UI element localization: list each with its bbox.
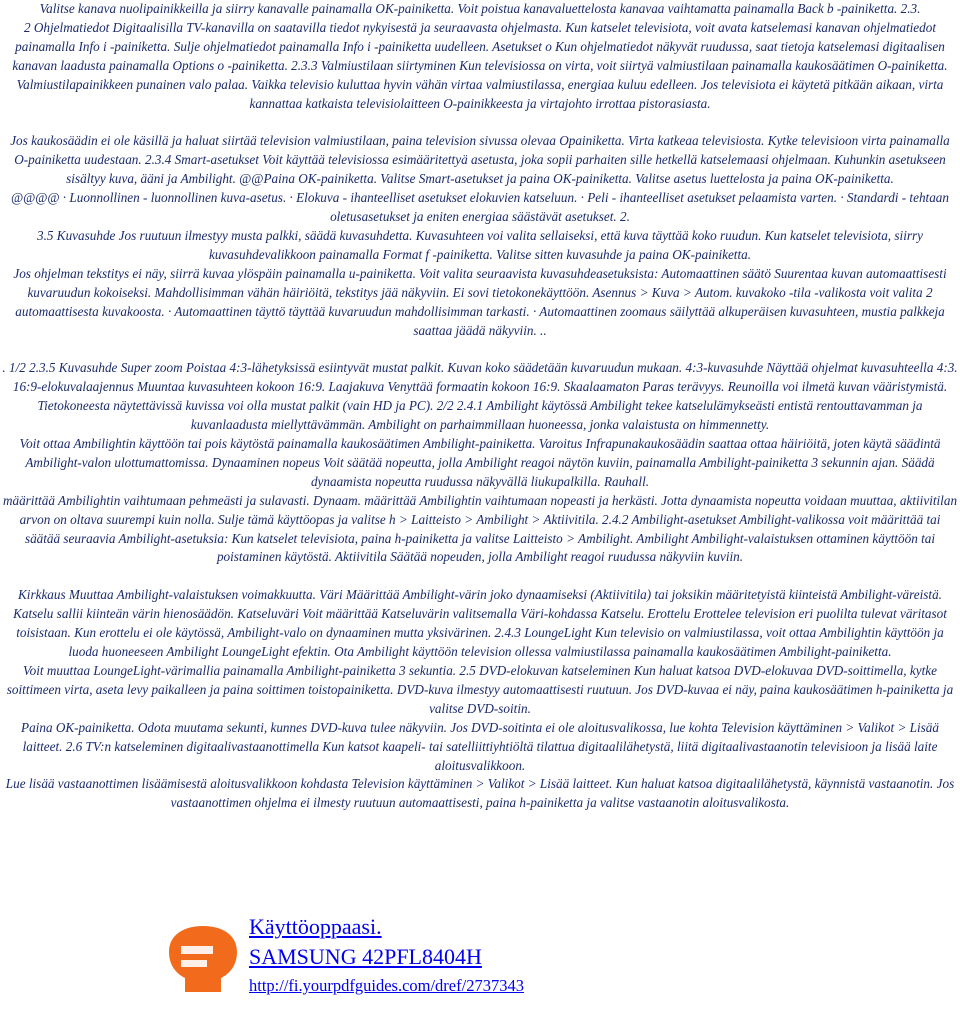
- paragraph: Lue lisää vastaanottimen lisäämisestä aloitusvalikkoon kohdasta Television käyttäminen > Valikot > Lisää laitteet. Kun haluat katsoa digitaalilähetystä, käynnistä vastaanotin. Jos vastaanottimen ohjelma ei ilmesty ruutuun automaattisesti, paina h-painiketta ja valitse vastaanotin aloitusvalikosta.: [5, 776, 955, 811]
- url-link[interactable]: http://fi.yourpdfguides.com/dref/2737343: [249, 976, 524, 995]
- footer-link-list: [249, 912, 524, 999]
- paragraph: . 1/2 2.3.5 Kuvasuhde Super zoom Poistaa 4:3-lähetyksissä esiintyvät mustat palkit. Kuvan koko säädetään kuvaruudun mukaan. 4:3-kuvasuhde Näyttää ohjelmat kuvasuhteella 4:3. 16:9-elokuvalaajennus Muuntaa kuvasuhteen kokoon 16:9. Laajakuva Venyttää formaatin kokoon 16:9. Skaalaamaton Paras terävyys. Reunoilla voi ilmetä kuvan vääristymistä.: [2, 360, 958, 395]
- paragraph: Tietokoneesta näytettävissä kuvissa voi olla mustat palkit (vain HD ja PC). 2/2 2.4.1 Ambilight käytössä Ambilight tekee katselulämykseästi entistä rentouttavamman ja kuvanlaadusta miellyttävämmän. Ambilight on parhaimmillaan huoneessa, jonka valaistusta on himmennetty.: [37, 398, 923, 433]
- pdf-guide-logo-icon: [163, 918, 243, 998]
- paragraph: määrittää Ambilightin vaihtumaan pehmeästi ja sulavasti. Dynaam. määrittää Ambilightin vaihtumaan nopeasti ja herkästi. Jotta dynaamista nopeutta voidaan muuttaa, aktiivitilan arvon on oltava suurempi kuin nolla. Sulje tämä käyttöopas ja valitse h > Laitteisto > Ambilight > Aktiivitila. 2.4.2 Ambilight-asetukset Ambilight-valikossa voit määrittää tai säätää seuraavia Ambilight-asetuksia: Kun katselet televisiota, paina h-painiketta ja valitse Laitteisto > Ambilight. Ambilight Ambilight-valaistuksen ottaminen käyttöön tai poistaminen käytöstä. Aktiivitila Säätää nopeuden, jolla Ambilight reagoi ruudussa näkyviin kuviin.: [2, 492, 958, 565]
- paragraph: Voit ottaa Ambilightin käyttöön tai pois käytöstä painamalla kaukosäätimen Ambilight-painiketta. Varoitus Infrapunakaukosäädin saattaa ottaa häiriöitä, joten käytä säädintä Ambilight-valon ulottumattomissa. Dynaaminen nopeus Voit säätää nopeutta, jolla Ambilight reagoi näytön kuviin, painamalla Ambilight-painiketta 3 sekunnin ajan. Säädä dynaamista nopeutta ruudussa näkyvällä liukupalkilla. Rauhall.: [19, 436, 941, 489]
- paragraph: @@@@ · Luonnollinen - luonnollinen kuva-asetus. · Elokuva - ihanteelliset asetukset elokuvien katseluun. · Peli - ihanteelliset asetukset pelaamista varten. · Standardi - tehtaan oletusasetukset ja eniten energiaa säästävät asetukset. 2.: [10, 190, 949, 225]
- paragraph: Jos ohjelman tekstitys ei näy, siirrä kuvaa ylöspäin painamalla u-painiketta. Voit valita seuraavista kuvasuhdeasetuksista: Automaattinen säätö Suurentaa kuvan automaattisesti kuvaruudun kokoiseksi. Mahdollisimman vähän häiriöitä, tekstitys jää näkyviin. Ei sovi tietokonekäyttöön. Asennus > Kuva > Autom. kuvakoko -tila -valikosta voit valita 2 automaattisesta kuvakoosta. · Automaattinen täyttö täyttää kuvaruudun mahdollisimman tarkasti. · Automaattinen zoomaus säilyttää alkuperäisen kuvasuhteen, mustia palkkeja saattaa jäädä näkyviin. ..: [13, 265, 947, 338]
- paragraph: Valitse kanava nuolipainikkeilla ja siirry kanavalle painamalla OK-painiketta. Voit poistua kanavaluettelosta kanavaa vaihtamatta painamalla Back b -painiketta. 2.3.: [39, 1, 921, 16]
- paragraph: Jos kaukosäädin ei ole käsillä ja haluat siirtää television valmiustilaan, paina television sivussa olevaa Opainiketta. Virta katkeaa televisiosta. Kytke televisioon virta painamalla O-painiketta uudestaan. 2.3.4 Smart-asetukset Voit käyttää televisiossa esimääritettyä asetusta, joka sopii parhaiten sille hetkellä katselemaasi ohjelmaan. Kuhunkin asetukseen sisältyy kuva, ääni ja Ambilight. @@Paina OK-painiketta. Valitse Smart-asetukset ja paina OK-painiketta. Valitse asetus luettelosta ja paina OK-painiketta.: [10, 133, 950, 187]
- paragraph: Voit muuttaa LoungeLight-värimallia painamalla Ambilight-painiketta 3 sekuntia. 2.5 DVD-elokuvan katseleminen Kun haluat katsoa DVD-elokuvaa DVD-soittimella, kytke soittimeen virta, aseta levy paikalleen ja paina soittimen toistopainiketta. DVD-kuva ilmestyy automaattisesti ruutuun. Jos DVD-kuvaa ei näy, paina kaukosäätimen h-painiketta ja valitse DVD-soitin.: [6, 663, 954, 716]
- paragraph: Paina OK-painiketta. Odota muutama sekunti, kunnes DVD-kuva tulee näkyviin. Jos DVD-soitinta ei ole aloitusvalikossa, lue kohta Television käyttäminen > Valikot > Lisää laitteet. 2.6 TV:n katseleminen digitaalivastaanottimella Kun katsot kaapeli- tai satelliittiyhtiöltä tilattua digitaalilähetystä, liitä digitaalivastaanotin televisioon ja lisää laite aloitusvalikkoon.: [21, 719, 939, 773]
- model-link[interactable]: SAMSUNG 42PFL8404H: [249, 944, 482, 969]
- paragraph: 3.5 Kuvasuhde Jos ruutuun ilmestyy musta palkki, säädä kuvasuhdetta. Kuvasuhteen voi valita sellaiseksi, että kuva täyttää koko ruudun. Kun katselet televisiota, siirry kuvasuhdevalikkoon painamalla Format f -painiketta. Valitse sitten kuvasuhde ja paina OK-painiketta.: [37, 227, 923, 262]
- paragraph: 2 Ohjelmatiedot Digitaalisilla TV-kanavilla on saatavilla tiedot nykyisestä ja seuraavasta ohjelmasta. Kun katselet televisiota, voit avata katselemasi kanavan ohjelmatiedot painamalla Info i -painiketta. Sulje ohjelmatiedot painamalla Info i -painiketta uudelleen. Asetukset o Kun ohjelmatiedot näkyvät ruudussa, saat tietoja katselemasi digitaalisen kanavan laadusta painamalla Options o -painiketta. 2.3.3 Valmiustilaan siirtyminen Kun televisiossa on virta, voit siirtyä valmiustilaan painamalla kaukosäätimen O-painiketta. Valmiustilapainikkeen punainen valo palaa. Vaikka televisio kuluttaa hyvin vähän virtaa valmiustilassa, energiaa kuluu edelleen. Jos televisiota ei käytetä pitkään aikaan, virta kannattaa katkaista televisiolaitteen O-painikkeesta ja virtajohto irrottaa pistorasiasta.: [12, 19, 948, 111]
- paragraph: Kirkkaus Muuttaa Ambilight-valaistuksen voimakkuutta. Väri Määrittää Ambilight-värin joko dynaamiseksi (Aktiivitila) tai joksikin määritetyistä kiinteistä Ambilight-väreistä. Katselu sallii kiinteän värin hienosäädön. Katseluväri Voit määrittää Katseluvärin valitsemalla Väri-kohdassa Katselu. Erottelu Erottelee television eri puolilta tulevat väritasot toisistaan. Kun erottelu ei ole käytössä, Ambilight-valo on dynaaminen mutta yksivärinen. 2.4.3 LoungeLight Kun televisio on valmiustilassa, voit ottaa Ambilightin käyttöön ja luoda huoneeseen Ambilight LoungeLight efektin. Ota Ambilight käyttöön television ollessa valmiustilassa painamalla kaukosäätimen Ambilight-painiketta.: [13, 587, 947, 660]
- manual-link[interactable]: Käyttöoppaasi.: [249, 914, 382, 939]
- footer-links: [163, 912, 960, 1010]
